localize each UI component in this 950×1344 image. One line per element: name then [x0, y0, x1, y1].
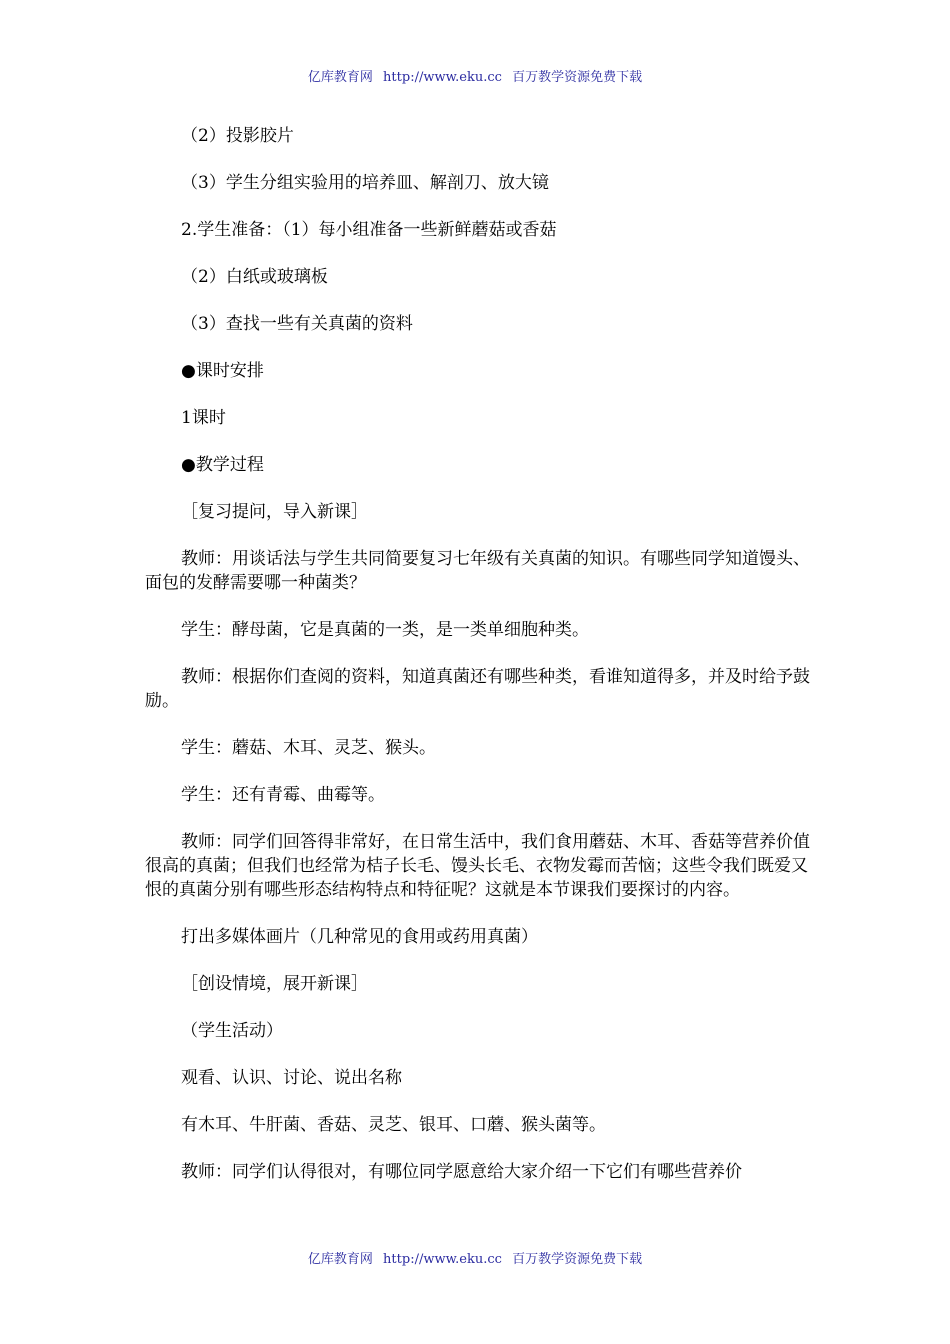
paragraph: （3）查找一些有关真菌的资料 — [181, 314, 413, 334]
paragraph: 教师：同学们认得很对，有哪位同学愿意给大家介绍一下它们有哪些营养价 — [181, 1162, 742, 1182]
document-body — [145, 124, 810, 1207]
subsection-heading: ［复习提问，导入新课］ — [181, 502, 368, 522]
header-slogan: 百万教学资源免费下载 — [512, 70, 643, 85]
header-site-name: 亿库教育网 — [307, 70, 373, 85]
footer-site-name: 亿库教育网 — [307, 1252, 373, 1267]
paragraph: （3）学生分组实验用的培养皿、解剖刀、放大镜 — [181, 173, 549, 193]
section-heading: ●教学过程 — [181, 455, 264, 475]
paragraph: 2.学生准备：（1）每小组准备一些新鲜蘑菇或香菇 — [181, 220, 557, 240]
paragraph: 教师：同学们回答得非常好，在日常生活中，我们食用蘑菇、木耳、香菇等营养价值很高的真菌；但我们也经常为桔子长毛、馒头长毛、衣物发霉而苦恼；这些令我们既爱又恨的真菌分别有哪些形态结构特点和特征呢？这就是本节课我们要探讨的内容。 — [145, 832, 810, 900]
paragraph: （学生活动） — [181, 1021, 283, 1041]
paragraph: 教师：用谈话法与学生共同简要复习七年级有关真菌的知识。有哪些同学知道馒头、面包的发酵需要哪一种菌类？ — [145, 549, 810, 593]
paragraph: 打出多媒体画片（几种常见的食用或药用真菌） — [181, 927, 538, 947]
page-footer — [0, 1248, 950, 1267]
paragraph: 教师：根据你们查阅的资料，知道真菌还有哪些种类，看谁知道得多，并及时给予鼓励。 — [145, 667, 810, 711]
section-heading: ●课时安排 — [181, 361, 264, 381]
subsection-heading: ［创设情境，展开新课］ — [181, 974, 368, 994]
paragraph: 学生：蘑菇、木耳、灵芝、猴头。 — [181, 738, 436, 758]
footer-slogan: 百万教学资源免费下载 — [512, 1252, 643, 1267]
footer-url-link[interactable]: http://www.eku.cc — [383, 1252, 502, 1267]
paragraph: 有木耳、牛肝菌、香菇、灵芝、银耳、口蘑、猴头菌等。 — [181, 1115, 606, 1135]
paragraph: 1课时 — [181, 408, 226, 428]
paragraph: （2）投影胶片 — [181, 126, 294, 146]
header-url-link[interactable]: http://www.eku.cc — [383, 70, 502, 85]
paragraph: 学生：酵母菌，它是真菌的一类，是一类单细胞种类。 — [181, 620, 589, 640]
paragraph: 学生：还有青霉、曲霉等。 — [181, 785, 385, 805]
page-header — [0, 66, 950, 85]
paragraph: （2）白纸或玻璃板 — [181, 267, 328, 287]
paragraph: 观看、认识、讨论、说出名称 — [181, 1068, 402, 1088]
